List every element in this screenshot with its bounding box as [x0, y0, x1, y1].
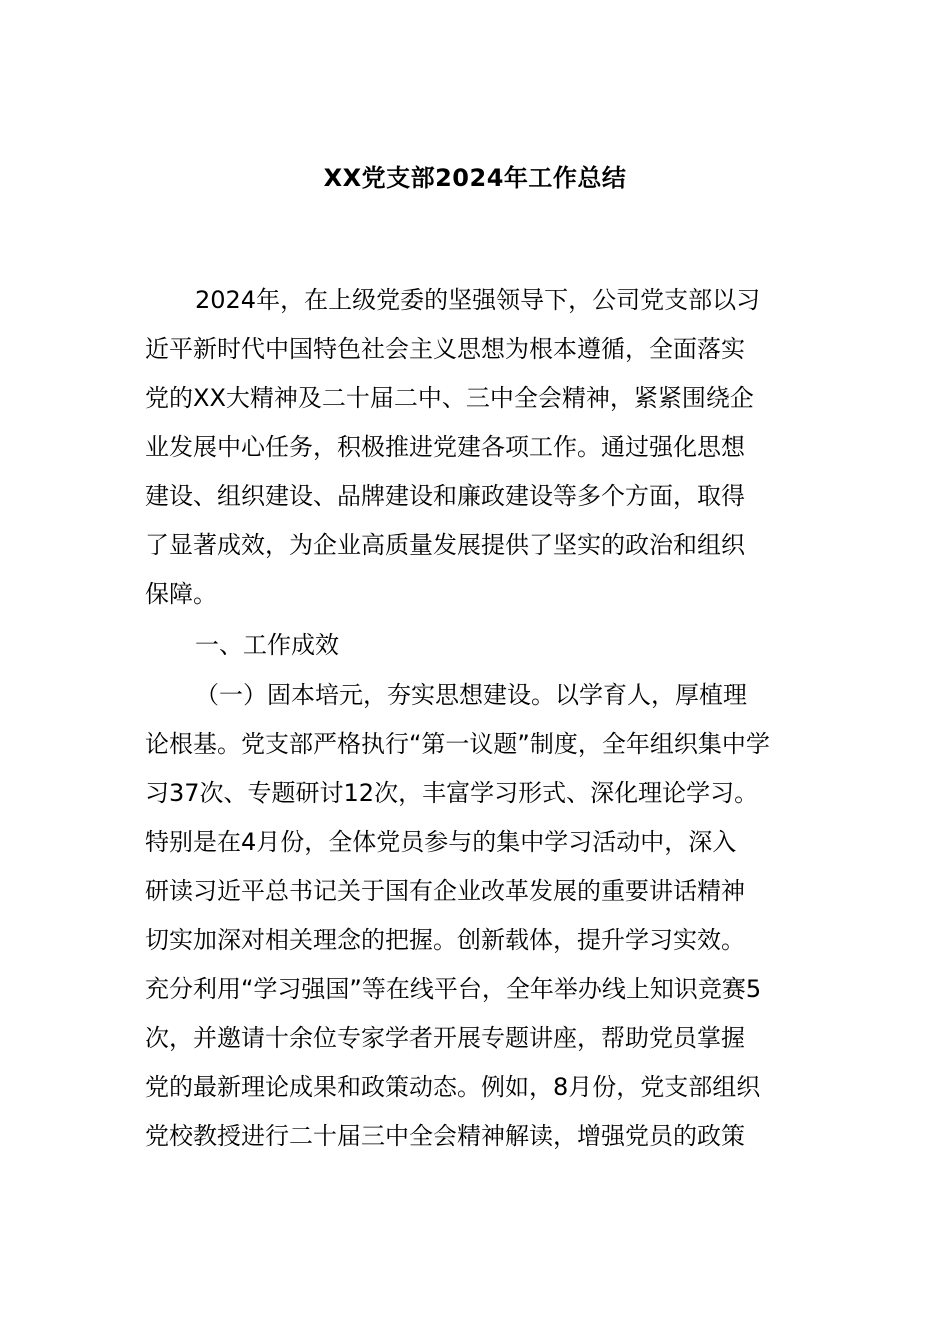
paragraph-line: 业发展中心任务，积极推进党建各项工作。通过强化思想 [145, 433, 745, 461]
paragraph-line: 切实加深对相关理念的把握。创新载体，提升学习实效。 [145, 926, 745, 954]
paragraph-line: 习37次、专题研讨12次，丰富学习形式、深化理论学习。 [145, 779, 759, 807]
paragraph-line: 建设、组织建设、品牌建设和廉政建设等多个方面，取得 [145, 482, 745, 510]
paragraph-line: 研读习近平总书记关于国有企业改革发展的重要讲话精神 [145, 877, 745, 905]
paragraph-line: 特别是在4月份，全体党员参与的集中学习活动中，深入 [145, 828, 737, 856]
paragraph-line: 2024年，在上级党委的坚强领导下，公司党支部以习 [195, 286, 761, 314]
paragraph-line: 党校教授进行二十届三中全会精神解读，增强党员的政策 [145, 1122, 745, 1150]
paragraph-line: 党的XX大精神及二十届二中、三中全会精神，紧紧围绕企 [145, 384, 754, 412]
paragraph-line: 论根基。党支部严格执行“第一议题”制度，全年组织集中学 [145, 730, 770, 758]
section-heading: 一、工作成效 [195, 631, 339, 659]
paragraph-line: 党的最新理论成果和政策动态。例如，8月份，党支部组织 [145, 1073, 761, 1101]
paragraph-line: 近平新时代中国特色社会主义思想为根本遵循，全面落实 [145, 335, 745, 363]
paragraph-line: 充分利用“学习强国”等在线平台，全年举办线上知识竞赛5 [145, 975, 762, 1003]
document-title: XX党支部2024年工作总结 [323, 164, 627, 192]
paragraph-line: 次，并邀请十余位专家学者开展专题讲座，帮助党员掌握 [145, 1024, 745, 1052]
paragraph-line: 保障。 [145, 580, 217, 608]
paragraph-line: （一）固本培元，夯实思想建设。以学育人，厚植理 [195, 681, 747, 709]
paragraph-line: 了显著成效，为企业高质量发展提供了坚实的政治和组织 [145, 531, 745, 559]
